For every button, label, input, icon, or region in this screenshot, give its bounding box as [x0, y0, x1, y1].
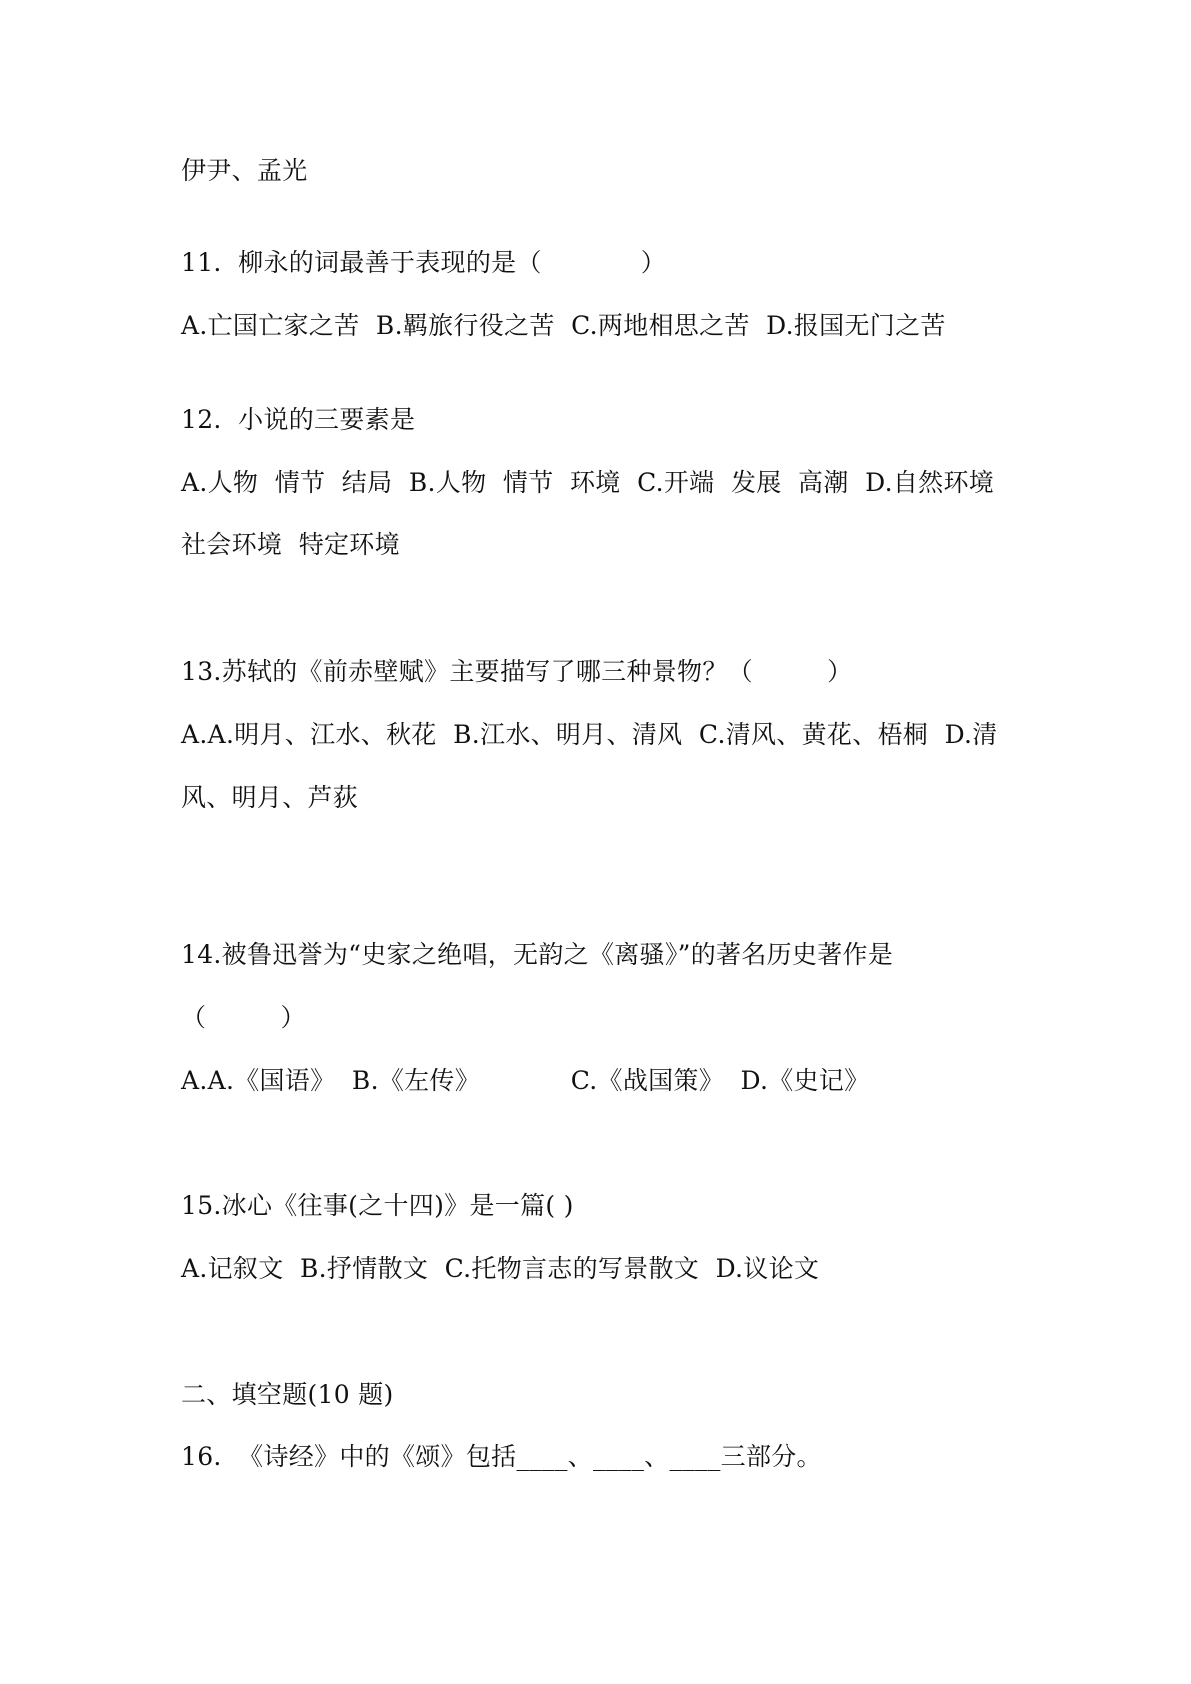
question-13-options-continued: 风、明月、芦荻 — [181, 783, 359, 812]
question-12-text: 12. 小说的三要素是 — [181, 405, 416, 434]
question-12-options: A.人物 情节 结局 B.人物 情节 环境 C.开端 发展 高潮 D.自然环境 — [181, 468, 995, 497]
question-14-answer-parens: （ ） — [181, 1003, 306, 1032]
question-11-text: 11. 柳永的词最善于表现的是（ ） — [181, 248, 667, 277]
question-15-text: 15.冰心《往事(之十四)》是一篇( ) — [181, 1191, 574, 1220]
question-11-options: A.亡国亡家之苦 B.羁旅行役之苦 C.两地相思之苦 D.报国无门之苦 — [181, 311, 946, 340]
question-15-options: A.记叙文 B.抒情散文 C.托物言志的写景散文 D.议论文 — [181, 1254, 820, 1283]
question-13-options: A.A.明月、江水、秋花 B.江水、明月、清风 C.清风、黄花、梧桐 D.清 — [181, 720, 998, 749]
question-12-options-continued: 社会环境 特定环境 — [181, 530, 400, 559]
question-16-text: 16. 《诗经》中的《颂》包括____、____、____三部分。 — [181, 1442, 822, 1471]
section-heading-fill-in: 二、填空题(10 题) — [181, 1380, 394, 1409]
question-14-options: A.A.《国语》 B.《左传》 C.《战国策》 D.《史记》 — [181, 1066, 870, 1095]
question-13-text: 13.苏轼的《前赤壁赋》主要描写了哪三种景物？（ ） — [181, 657, 853, 686]
question-14-text: 14.被鲁迅誉为“史家之绝唱，无韵之《离骚》”的著名历史著作是 — [181, 940, 894, 969]
option-continuation-10: 伊尹、孟光 — [181, 156, 308, 185]
